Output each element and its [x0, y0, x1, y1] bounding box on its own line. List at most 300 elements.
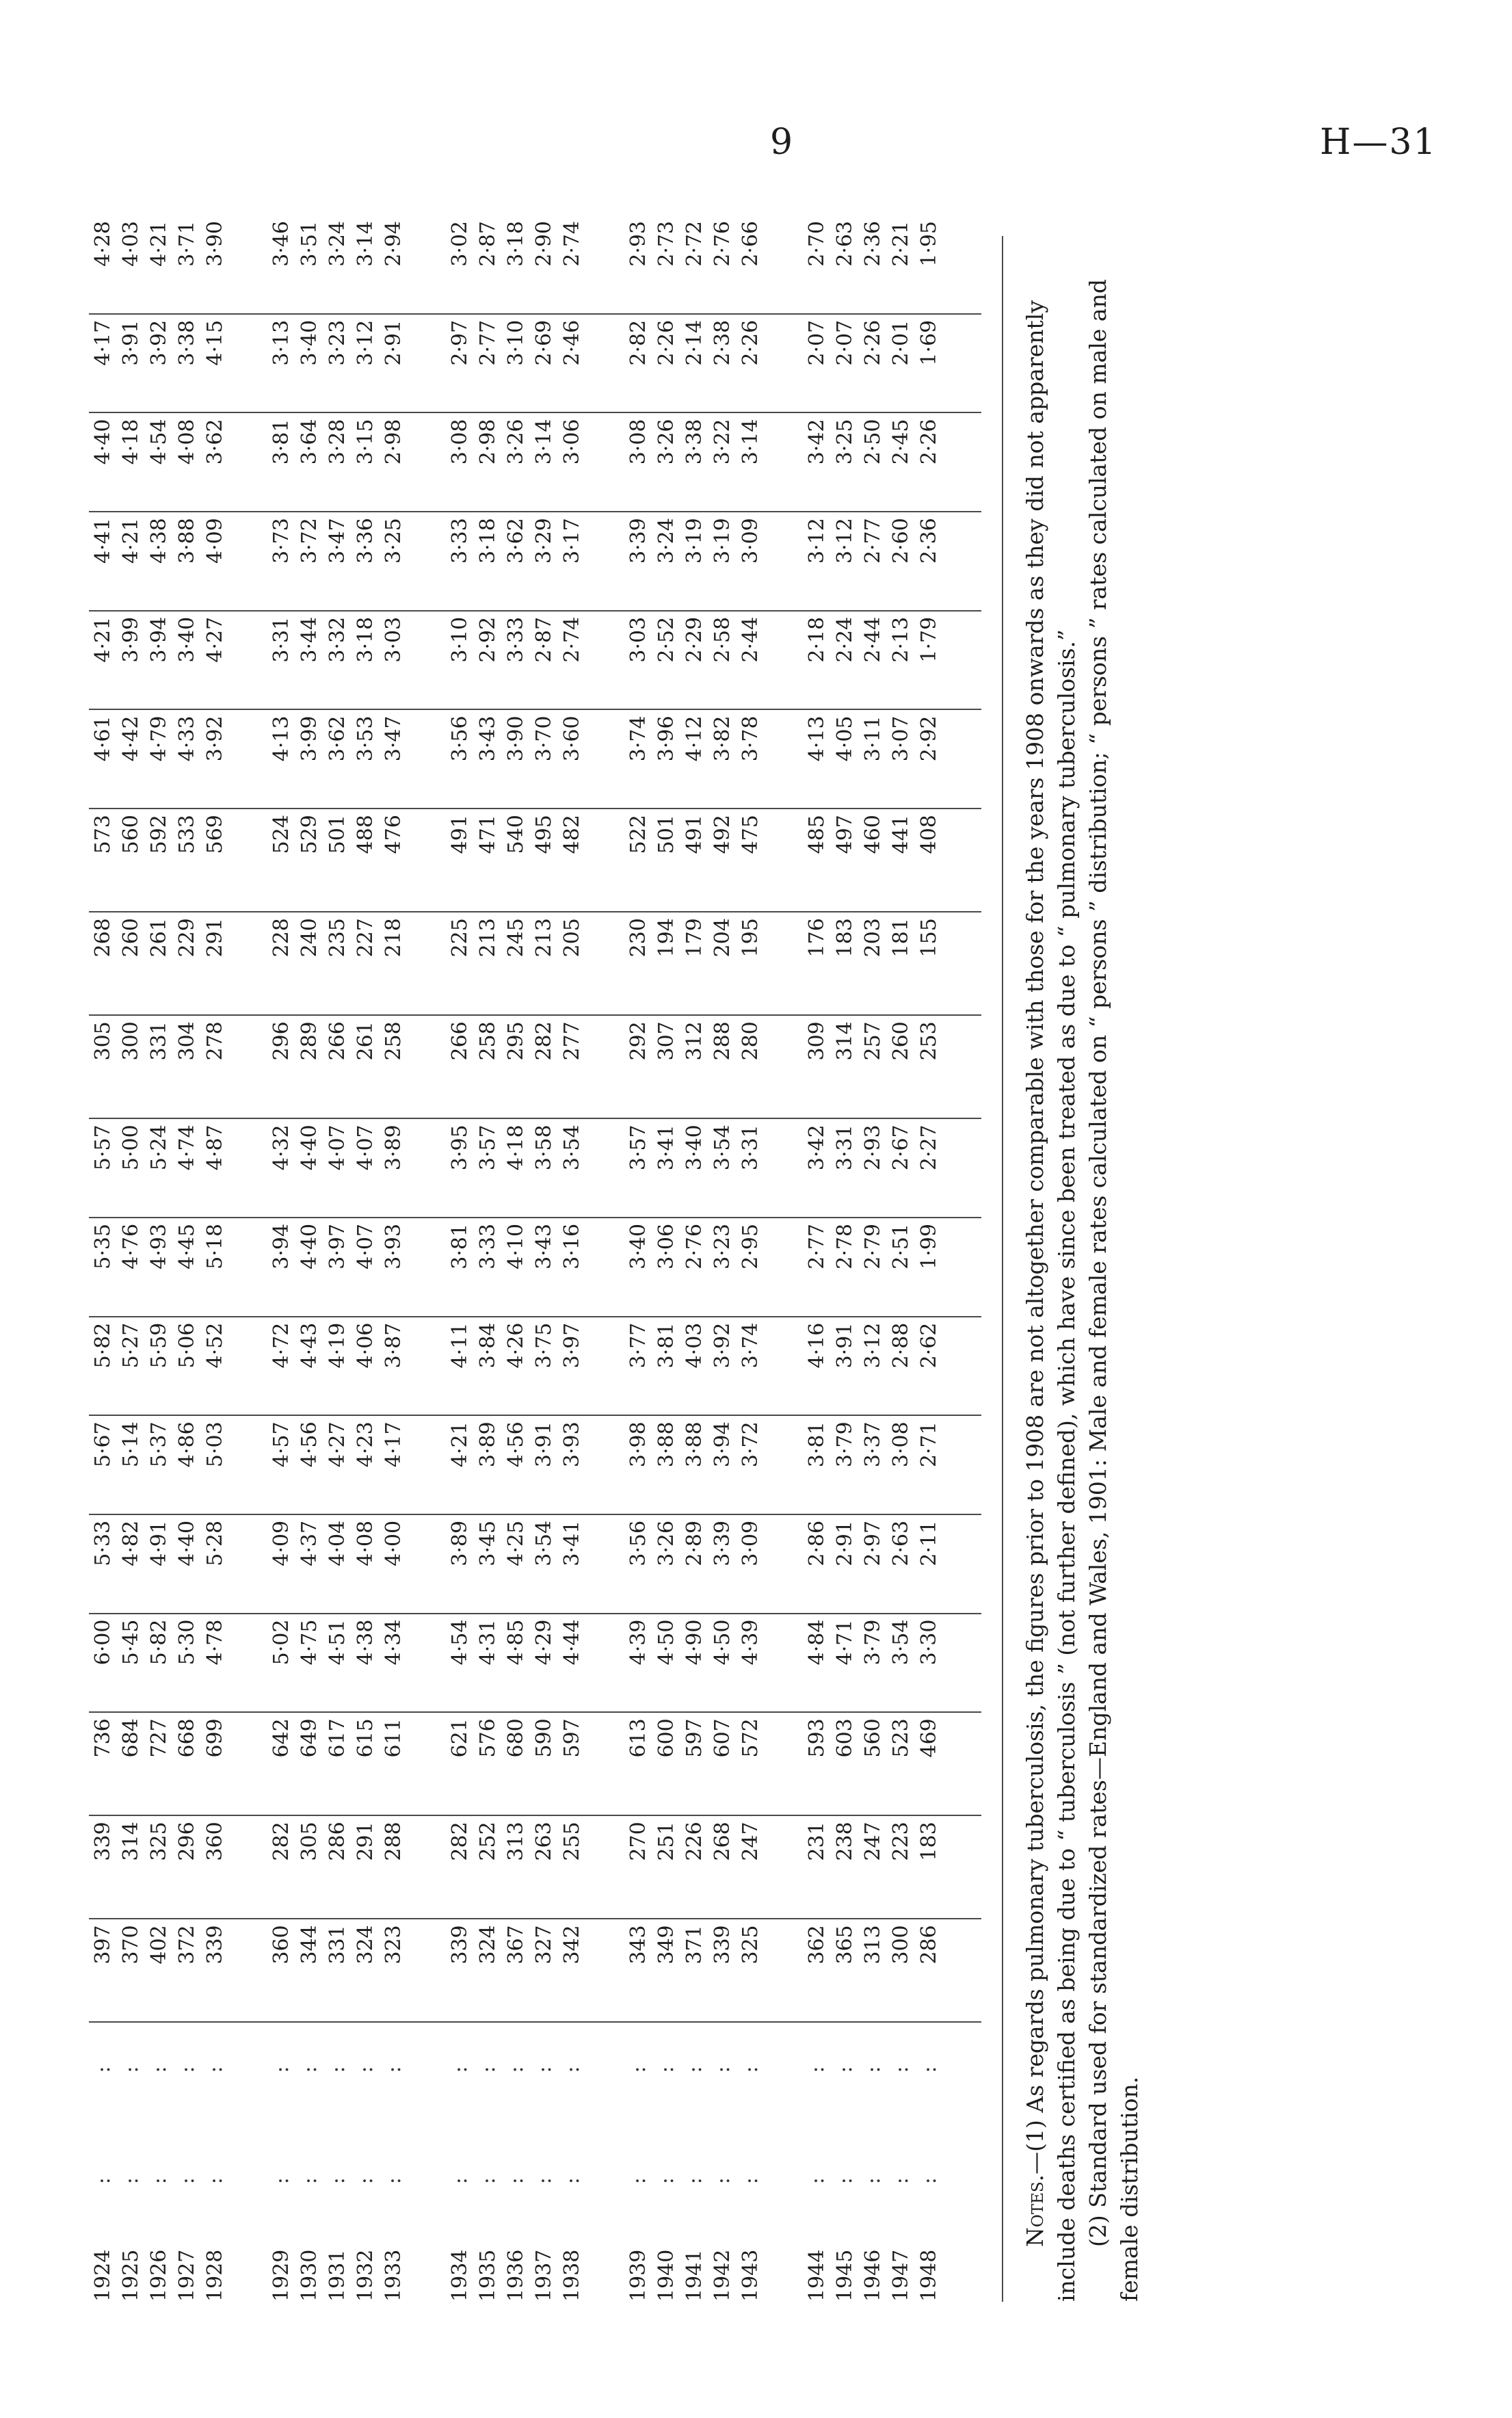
table-value: 305 [91, 1021, 115, 1061]
table-value: 3·62 [203, 419, 227, 465]
table-value: 495 [532, 815, 556, 854]
rotated-statistics-table [89, 215, 1143, 2302]
table-value: 2·24 [833, 616, 857, 663]
table-value: 360 [269, 1925, 293, 1964]
table-value: 3·78 [739, 715, 762, 762]
value-column-cell [624, 413, 803, 512]
table-value: 4·21 [91, 616, 115, 663]
table-value: 3·54 [711, 1125, 734, 1171]
year-label [737, 2023, 765, 2302]
year-label [145, 2023, 173, 2302]
table-value: 3·96 [654, 715, 678, 762]
table-value: 5·57 [91, 1125, 115, 1171]
value-column-cell [267, 912, 446, 1015]
year-text: 1934 [448, 2249, 472, 2302]
year-label [352, 2023, 380, 2302]
year-text: 1927 [175, 2249, 199, 2302]
value-column-cell [624, 1919, 803, 2022]
table-value: 3·62 [504, 518, 528, 564]
year-text: 1942 [711, 2249, 734, 2302]
table-value: 4·25 [504, 1520, 528, 1566]
table-value: 2·27 [917, 1125, 941, 1171]
table-value: 3·32 [326, 616, 349, 663]
table-value: 155 [917, 918, 941, 958]
table-value: 3·57 [476, 1125, 500, 1171]
year-label [502, 2023, 530, 2302]
table-value: 2·79 [861, 1223, 885, 1270]
table-value: 3·40 [626, 1223, 650, 1270]
value-column-cell [624, 1118, 803, 1218]
table-value: 4·56 [504, 1421, 528, 1468]
table-value: 533 [175, 815, 199, 854]
table-value: 365 [833, 1925, 857, 1964]
value-column-cell [803, 1614, 981, 1713]
table-value: 2·14 [682, 319, 706, 366]
leader-dots: : : [889, 2066, 913, 2250]
table-value: 3·74 [739, 1322, 762, 1369]
table-value: 4·06 [354, 1322, 377, 1369]
table-value: 253 [917, 1021, 941, 1061]
table-value: 3·72 [297, 518, 321, 564]
table-value: 5·00 [119, 1125, 143, 1171]
leader-dots: : : [382, 2066, 406, 2250]
table-value: 649 [297, 1718, 321, 1758]
table-value: 4·21 [448, 1421, 472, 1468]
table-value: 4·12 [682, 715, 706, 762]
table-value: 255 [560, 1822, 584, 1861]
year-text: 1946 [861, 2249, 885, 2302]
table-value: 2·74 [560, 616, 584, 663]
note-2: (2) Standard used for standardized rates—England and Wales, 1901: Male and female rates calculated on “ persons ” distribution; “ persons ” rates calculated on male and female distribution. [1085, 279, 1143, 2302]
table-value: 2·07 [833, 319, 857, 366]
table-value: 3·24 [326, 221, 349, 267]
table-value: 1·99 [917, 1223, 941, 1270]
table-notes [1002, 236, 1145, 2302]
table-value: 2·29 [682, 616, 706, 663]
value-column-cell [89, 1015, 267, 1118]
value-column-cell [267, 1415, 446, 1514]
table-value: 3·33 [504, 616, 528, 663]
table-value: 3·10 [504, 319, 528, 366]
table-value: 3·14 [354, 221, 377, 267]
value-column-cell [267, 809, 446, 912]
year-group [89, 215, 267, 2302]
table-value: 3·84 [476, 1322, 500, 1369]
table-value: 3·97 [326, 1223, 349, 1270]
table-value: 325 [147, 1822, 171, 1861]
table-value: 4·86 [175, 1421, 199, 1468]
table-value: 247 [739, 1822, 762, 1861]
table-value: 476 [382, 815, 406, 854]
value-column-cell [803, 809, 981, 912]
table-value: 289 [297, 1021, 321, 1061]
value-column-cell [446, 1815, 624, 1919]
table-value: 4·26 [504, 1322, 528, 1369]
table-value: 5·33 [91, 1520, 115, 1566]
table-value: 4·28 [91, 221, 115, 267]
table-value: 3·81 [448, 1223, 472, 1270]
value-column-cell [267, 1317, 446, 1416]
table-value: 3·14 [739, 419, 762, 465]
value-column-cell [803, 1015, 981, 1118]
table-value: 680 [504, 1718, 528, 1758]
table-value: 4·11 [448, 1322, 472, 1369]
table-value: 260 [889, 1021, 913, 1061]
table-value: 2·86 [805, 1520, 829, 1566]
value-column-cell [89, 512, 267, 611]
table-value: 4·18 [504, 1125, 528, 1171]
table-value: 569 [203, 815, 227, 854]
table-value: 339 [91, 1822, 115, 1861]
table-value: 4·38 [354, 1619, 377, 1666]
table-value: 524 [269, 815, 293, 854]
table-value: 4·85 [504, 1619, 528, 1666]
leader-dots: : : [711, 2066, 734, 2250]
value-column-cell [446, 1118, 624, 1218]
table-value: 497 [833, 815, 857, 854]
table-value: 3·08 [626, 419, 650, 465]
table-value: 2·01 [889, 319, 913, 366]
year-column-cell [446, 2022, 624, 2302]
table-value: 5·06 [175, 1322, 199, 1369]
table-value: 4·07 [354, 1223, 377, 1270]
value-column-cell [446, 1317, 624, 1416]
table-value: 2·93 [626, 221, 650, 267]
table-value: 522 [626, 815, 650, 854]
value-column-cell [446, 1919, 624, 2022]
table-value: 3·13 [269, 319, 293, 366]
table-value: 286 [917, 1925, 941, 1964]
year-label [558, 2023, 586, 2302]
table-value: 4·09 [203, 518, 227, 564]
table-value: 4·39 [626, 1619, 650, 1666]
leader-dots: : : [654, 2066, 678, 2250]
table-value: 3·19 [682, 518, 706, 564]
year-label [680, 2023, 708, 2302]
table-value: 3·92 [147, 319, 171, 366]
table-value: 3·43 [476, 715, 500, 762]
table-value: 247 [861, 1822, 885, 1861]
table-value: 529 [297, 815, 321, 854]
year-label [267, 2023, 295, 2302]
year-label [708, 2023, 737, 2302]
table-value: 3·18 [504, 221, 528, 267]
table-value: 3·92 [203, 715, 227, 762]
notes-lead: Notes. [1022, 2174, 1048, 2247]
table-value: 488 [354, 815, 377, 854]
table-value: 3·47 [382, 715, 406, 762]
table-value: 397 [91, 1925, 115, 1964]
table-value: 3·94 [711, 1421, 734, 1468]
table-value: 339 [448, 1925, 472, 1964]
table-value: 5·82 [91, 1322, 115, 1369]
year-text: 1938 [560, 2249, 584, 2302]
table-value: 4·34 [382, 1619, 406, 1666]
table-value: 2·91 [382, 319, 406, 366]
table-value: 4·32 [269, 1125, 293, 1171]
table-value: 2·51 [889, 1223, 913, 1270]
table-value: 6·00 [91, 1619, 115, 1666]
table-value: 2·38 [711, 319, 734, 366]
table-value: 238 [833, 1822, 857, 1861]
value-column-cell [624, 512, 803, 611]
table-value: 204 [711, 918, 734, 958]
table-value: 4·87 [203, 1125, 227, 1171]
table-value: 3·18 [476, 518, 500, 564]
table-value: 3·95 [448, 1125, 472, 1171]
table-value: 4·54 [448, 1619, 472, 1666]
year-text: 1926 [147, 2249, 171, 2302]
table-value: 258 [382, 1021, 406, 1061]
leader-dots: : : [119, 2066, 143, 2250]
table-value: 2·45 [889, 419, 913, 465]
table-value: 3·99 [119, 616, 143, 663]
table-value: 362 [805, 1925, 829, 1964]
table-value: 3·22 [711, 419, 734, 465]
table-value: 4·52 [203, 1322, 227, 1369]
table-value: 227 [354, 918, 377, 958]
year-label [323, 2023, 352, 2302]
table-value: 295 [504, 1021, 528, 1061]
value-column-cell [803, 1919, 981, 2022]
table-value: 592 [147, 815, 171, 854]
value-column-cell [446, 611, 624, 710]
value-column-cell [803, 1118, 981, 1218]
table-value: 475 [739, 815, 762, 854]
year-label [446, 2023, 474, 2302]
table-value: 4·42 [119, 715, 143, 762]
table-value: 611 [382, 1718, 406, 1758]
table-value: 560 [119, 815, 143, 854]
table-value: 4·61 [91, 715, 115, 762]
table-value: 277 [560, 1021, 584, 1061]
table-value: 323 [382, 1925, 406, 1964]
table-value: 3·12 [861, 1322, 885, 1369]
table-value: 2·52 [654, 616, 678, 663]
table-value: 2·97 [448, 319, 472, 366]
table-value: 3·31 [833, 1125, 857, 1171]
table-value: 3·23 [711, 1223, 734, 1270]
table-value: 3·07 [889, 715, 913, 762]
table-value: 3·28 [326, 419, 349, 465]
table-value: 4·07 [354, 1125, 377, 1171]
table-value: 603 [833, 1718, 857, 1758]
table-value: 3·16 [560, 1223, 584, 1270]
table-value: 2·71 [917, 1421, 941, 1468]
table-value: 408 [917, 815, 941, 854]
table-value: 3·93 [560, 1421, 584, 1468]
table-value: 3·23 [326, 319, 349, 366]
leader-dots: : : [476, 2066, 500, 2250]
table-value: 3·74 [626, 715, 650, 762]
table-value: 3·10 [448, 616, 472, 663]
table-value: 292 [626, 1021, 650, 1061]
table-value: 4·41 [91, 518, 115, 564]
table-value: 3·56 [448, 715, 472, 762]
value-column-cell [267, 611, 446, 710]
year-text: 1941 [682, 2249, 706, 2302]
table-value: 3·54 [532, 1520, 556, 1566]
table-value: 4·13 [269, 715, 293, 762]
table-value: 4·03 [682, 1322, 706, 1369]
table-value: 5·67 [91, 1421, 115, 1468]
table-value: 5·03 [203, 1421, 227, 1468]
table-value: 2·21 [889, 221, 913, 267]
table-value: 4·38 [147, 518, 171, 564]
value-column-cell [803, 1514, 981, 1614]
table-value: 349 [654, 1925, 678, 1964]
table-value: 576 [476, 1718, 500, 1758]
year-label [624, 2023, 652, 2302]
year-label [859, 2023, 887, 2302]
value-column-cell [624, 215, 803, 314]
value-column-cell [267, 512, 446, 611]
value-column-cell [267, 314, 446, 413]
year-text: 1948 [917, 2249, 941, 2302]
table-value: 3·19 [711, 518, 734, 564]
table-value: 2·13 [889, 616, 913, 663]
table-value: 4·33 [175, 715, 199, 762]
value-column-cell [446, 1015, 624, 1118]
leader-dots: : : [504, 2066, 528, 2250]
year-text: 1924 [91, 2249, 115, 2302]
table-value: 3·42 [805, 1125, 829, 1171]
table-value: 684 [119, 1718, 143, 1758]
value-column-cell [89, 1919, 267, 2022]
table-value: 2·92 [476, 616, 500, 663]
table-value: 3·42 [805, 419, 829, 465]
table-value: 3·08 [448, 419, 472, 465]
value-column-cell [89, 809, 267, 912]
table-value: 4·17 [382, 1421, 406, 1468]
table-value: 4·10 [504, 1223, 528, 1270]
note-1-text: —(1) As regards pulmonary tuberculosis, the figures prior to 1908 are not altogether comparable with those for the years 1908 onwards as they did not apparently include deaths certified as being due to “ tuberculosis ” (not further defined), which have since been treated as due to “ pulmonary tuberculosis.” [1022, 300, 1080, 2302]
table-value: 291 [203, 918, 227, 958]
table-value: 2·73 [654, 221, 678, 267]
table-value: 309 [805, 1021, 829, 1061]
table-value: 3·87 [382, 1322, 406, 1369]
table-value: 3·46 [269, 221, 293, 267]
table-value: 261 [354, 1021, 377, 1061]
year-column-cell [803, 2022, 981, 2302]
table-value: 4·75 [297, 1619, 321, 1666]
year-label [831, 2023, 859, 2302]
year-text: 1928 [203, 2249, 227, 2302]
value-column-cell [89, 1317, 267, 1416]
table-value: 2·97 [861, 1520, 885, 1566]
value-column-cell [267, 1614, 446, 1713]
value-column-cell [624, 611, 803, 710]
value-column-cell [89, 1614, 267, 1713]
table-value: 278 [203, 1021, 227, 1061]
table-value: 3·40 [297, 319, 321, 366]
table-value: 523 [889, 1718, 913, 1758]
table-value: 195 [739, 918, 762, 958]
table-value: 5·02 [269, 1619, 293, 1666]
value-column-cell [803, 512, 981, 611]
table-value: 4·16 [805, 1322, 829, 1369]
value-column-cell [89, 1514, 267, 1614]
year-text: 1947 [889, 2249, 913, 2302]
table-value: 3·98 [626, 1421, 650, 1468]
table-value: 3·54 [889, 1619, 913, 1666]
table-value: 469 [917, 1718, 941, 1758]
table-value: 3·29 [532, 518, 556, 564]
table-value: 288 [711, 1021, 734, 1061]
year-text: 1939 [626, 2249, 650, 2302]
table-value: 3·70 [532, 715, 556, 762]
table-value: 235 [326, 918, 349, 958]
value-column-cell [267, 1015, 446, 1118]
table-value: 4·00 [382, 1520, 406, 1566]
table-value: 3·39 [711, 1520, 734, 1566]
table-value: 482 [560, 815, 584, 854]
table-value: 3·93 [382, 1223, 406, 1270]
table-value: 2·95 [739, 1223, 762, 1270]
table-value: 252 [476, 1822, 500, 1861]
table-value: 3·88 [175, 518, 199, 564]
table-value: 573 [91, 815, 115, 854]
value-column-cell [624, 709, 803, 809]
leader-dots: : : [326, 2066, 349, 2250]
table-value: 727 [147, 1718, 171, 1758]
value-column-cell [89, 1218, 267, 1317]
table-value: 3·53 [354, 715, 377, 762]
table-value: 3·88 [654, 1421, 678, 1468]
table-value: 2·63 [889, 1520, 913, 1566]
note-1 [1020, 236, 1083, 2302]
table-value: 2·72 [682, 221, 706, 267]
table-value: 3·62 [326, 715, 349, 762]
table-value: 3·11 [861, 715, 885, 762]
table-value: 2·89 [682, 1520, 706, 1566]
table-value: 228 [269, 918, 293, 958]
table-value: 501 [326, 815, 349, 854]
table-value: 3·45 [476, 1520, 500, 1566]
value-column-cell [803, 611, 981, 710]
table-value: 288 [382, 1822, 406, 1861]
value-column-cell [803, 912, 981, 1015]
table-value: 3·37 [861, 1421, 885, 1468]
table-value: 4·84 [805, 1619, 829, 1666]
year-label [89, 2023, 117, 2302]
table-value: 4·19 [326, 1322, 349, 1369]
table-value: 263 [532, 1822, 556, 1861]
table-value: 2·07 [805, 319, 829, 366]
table-value: 3·90 [504, 715, 528, 762]
table-value: 218 [382, 918, 406, 958]
table-value: 4·78 [203, 1619, 227, 1666]
table-value: 2·26 [917, 419, 941, 465]
table-value: 270 [626, 1822, 650, 1861]
value-column-cell [267, 1815, 446, 1919]
table-value: 5·35 [91, 1223, 115, 1270]
table-value: 331 [147, 1021, 171, 1061]
value-column-cell [446, 1712, 624, 1815]
year-text: 1936 [504, 2249, 528, 2302]
value-column-cell [624, 1514, 803, 1614]
table-value: 313 [861, 1925, 885, 1964]
table-value: 3·79 [833, 1421, 857, 1468]
value-column-cell [446, 215, 624, 314]
value-column-cell [267, 413, 446, 512]
table-value: 3·15 [354, 419, 377, 465]
table-value: 4·74 [175, 1125, 199, 1171]
table-value: 593 [805, 1718, 829, 1758]
value-column-cell [803, 215, 981, 314]
table-value: 2·26 [654, 319, 678, 366]
table-value: 1·69 [917, 319, 941, 366]
